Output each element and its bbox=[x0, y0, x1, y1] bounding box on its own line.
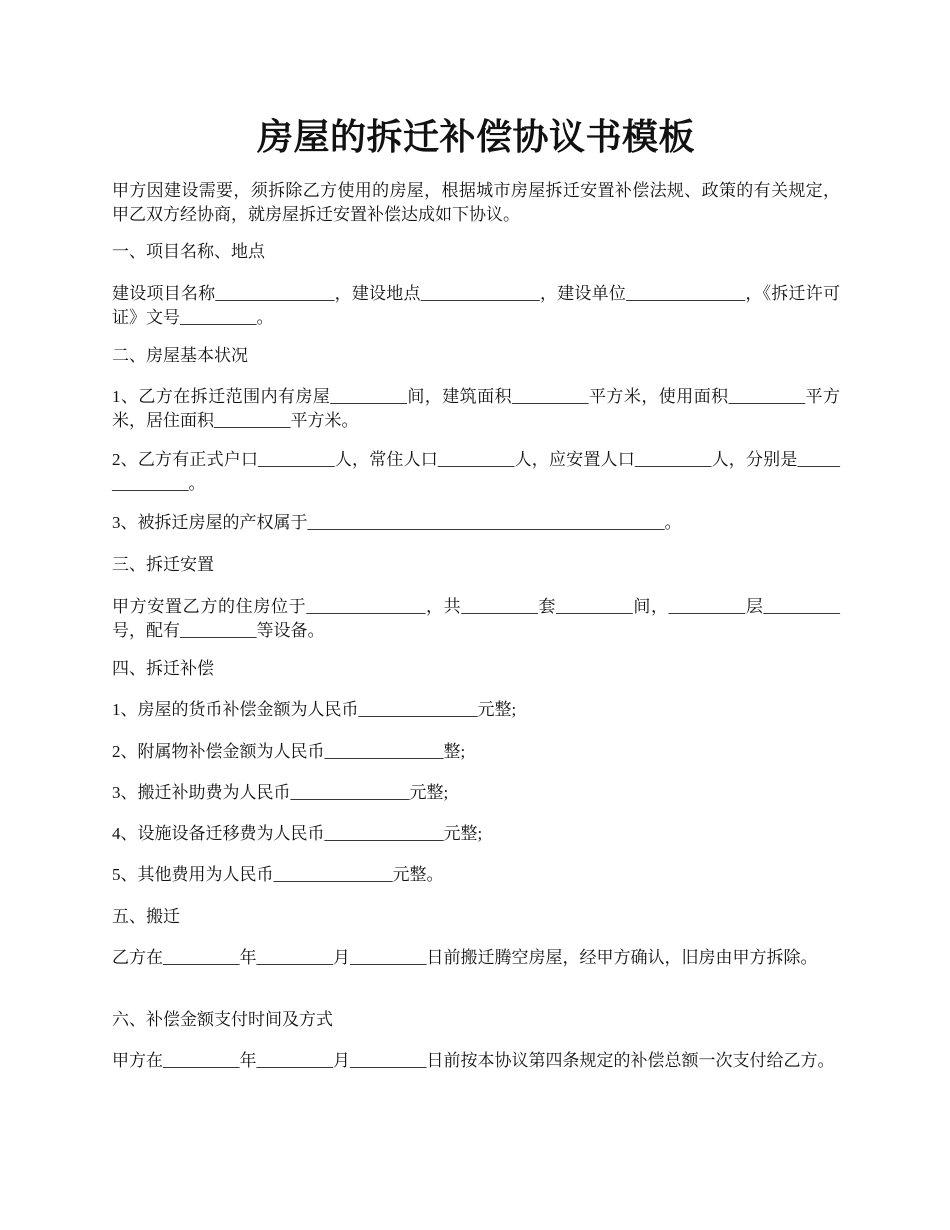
property-right-paragraph: 3、被拆迁房屋的产权属于__________________________________________。 bbox=[112, 513, 682, 532]
compensation-item-3: 3、搬迁补助费为人民币______________元整; bbox=[112, 783, 449, 802]
section-heading-relocation: 五、搬迁 bbox=[112, 907, 180, 926]
section-heading-resettlement: 三、拆迁安置 bbox=[112, 555, 214, 574]
payment-paragraph: 甲方在_________年_________月_________日前按本协议第四条规定的补偿总额一次支付给乙方。 bbox=[112, 1051, 835, 1070]
intro-paragraph: 甲方因建设需要，须拆除乙方使用的房屋，根据城市房屋拆迁安置补偿法规、政策的有关规定，甲乙双方经协商，就房屋拆迁安置补偿达成如下协议。 bbox=[112, 181, 840, 224]
house-area-paragraph: 1、乙方在拆迁范围内有房屋_________间，建筑面积_________平方米，使用面积_________平方米，居住面积_________平方米。 bbox=[112, 387, 840, 430]
document-title: 房屋的拆迁补偿协议书模板 bbox=[256, 117, 695, 157]
section-heading-payment: 六、补偿金额支付时间及方式 bbox=[112, 1010, 333, 1029]
household-paragraph: 2、乙方有正式户口_________人，常住人口_________人，应安置人口_________人，分别是______________。 bbox=[112, 450, 840, 493]
compensation-item-5: 5、其他费用为人民币______________元整。 bbox=[112, 865, 444, 884]
section-heading-project: 一、项目名称、地点 bbox=[112, 242, 265, 261]
compensation-item-1: 1、房屋的货币补偿金额为人民币______________元整; bbox=[112, 700, 517, 719]
compensation-item-2: 2、附属物补偿金额为人民币______________整; bbox=[112, 742, 466, 761]
project-info-paragraph: 建设项目名称______________，建设地点______________，建设单位______________，《拆迁许可证》文号_________。 bbox=[112, 284, 840, 327]
relocation-paragraph: 乙方在_________年_________月_________日前搬迁腾空房屋，经甲方确认，旧房由甲方拆除。 bbox=[112, 948, 818, 967]
compensation-item-4: 4、设施设备迁移费为人民币______________元整; bbox=[112, 824, 483, 843]
resettlement-paragraph: 甲方安置乙方的住房位于______________，共_________套_________间，_________层_________号，配有_________等设备。 bbox=[112, 597, 840, 640]
section-heading-house-status: 二、房屋基本状况 bbox=[112, 346, 248, 365]
section-heading-compensation: 四、拆迁补偿 bbox=[112, 659, 214, 678]
